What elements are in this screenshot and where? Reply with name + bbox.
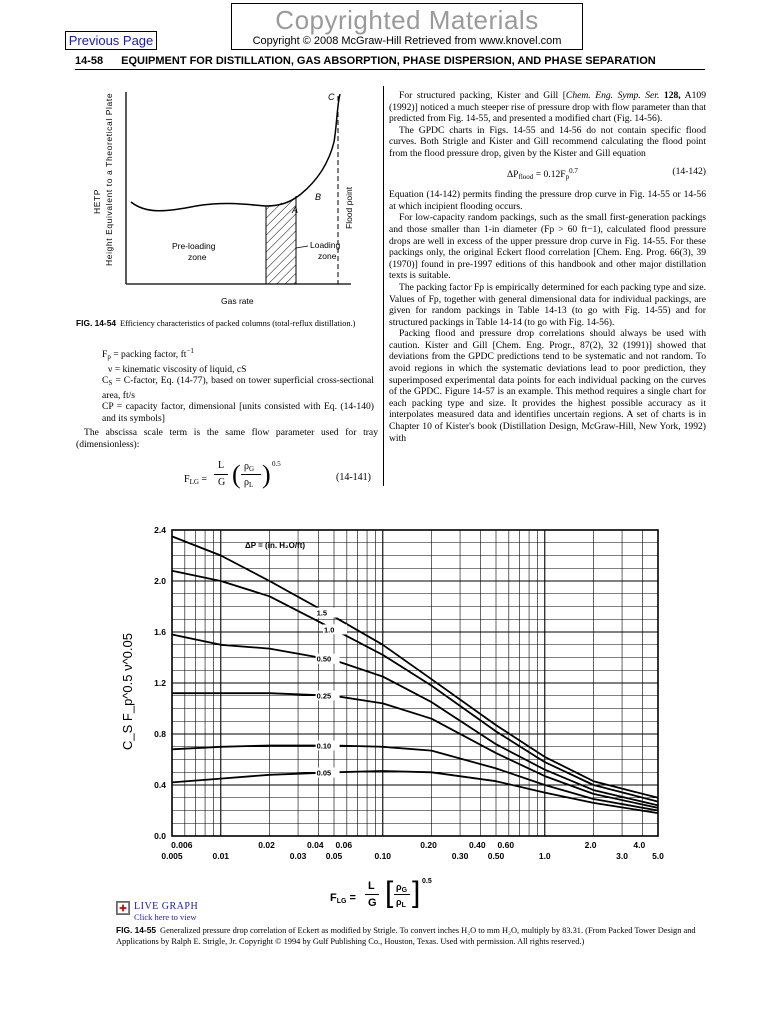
def-fp: $F_p$ = packing factor, $ft^{-1}$ [102,347,194,361]
right-column-text [389,90,706,444]
fig54-point-a: A [292,205,299,215]
fig55-caption-text: Generalized pressure drop correlation of Eckert as modified by Strigle. To convert inches H₂O to mm H₂O, multiply by 83.31. (From Packed Tower Design and Applications by Ralph E. Strigle, Jr. Copyright © 1994 by Gulf Publishing Co., Houston, Texas. Used with permission. All rights reserved.) [116,926,696,946]
gpdc-xlabel: $F_{LG}$ = L G [ $\rho_G$ $\rho_L$ ] 0.5 [330,876,432,909]
running-title: EQUIPMENT FOR DISTILLATION, GAS ABSORPTION, PHASE DISPERSION, AND PHASE SEPARATION [121,55,656,67]
x-tick-label-upper: 0.04 [307,840,324,850]
banner-title: Copyrighted Materials [275,5,539,35]
right-para-2: The GPDC charts in Figs. 14-55 and 14-56 do not contain specific flood curves. Both Strigle and Kister and Gill recommend calculating the flood point from the flood pressure drop, given by the Kister and Gill equation [389,124,706,159]
x-tick-label-lower: 0.50 [487,851,505,861]
fig54-preloading-label-2: zone [188,252,207,262]
series-label-0.50: 0.50 [316,654,332,664]
gpdc-dp-legend: ΔP = (in. H₂O/ft) [245,541,306,550]
x-tick-label-upper: 2.0 [584,840,597,850]
y-tick-label: 0.0 [154,831,166,841]
symbol-definitions [102,346,374,425]
x-tick-label-upper: 0.20 [420,840,437,850]
y-tick-label: 1.2 [154,678,166,688]
fig54-caption-text: Efficiency characteristics of packed columns (total-reflux distillation.) [120,319,356,328]
x-tick-label-lower: 3.0 [616,851,628,861]
fig54-loading-label-2: zone [318,251,337,261]
previous-page-button[interactable]: Previous Page [65,31,157,50]
series-label-1.0: 1.0 [324,625,335,635]
y-tick-label: 2.0 [154,576,166,586]
series-label-1.5: 1.5 [316,608,328,618]
x-tick-label-lower: 0.03 [289,851,307,861]
y-tick-label: 1.6 [154,627,166,637]
right-para-5: The packing factor Fp is empirically determined for each packing type and size. Values of Fp, together with general dimensional data for individual packings, are given for random packings in Table 14-13 (to go with Fig. 14-55) and for structured packings in Table 14-14 (to go with Fig. 14-56). [389,281,706,328]
fig54-point-b: B [315,192,322,202]
fig54-caption-number: FIG. 14-54 [76,318,117,328]
x-tick-label-lower: 5.0 [652,851,664,861]
running-header [75,55,656,67]
x-tick-label-upper: 0.60 [497,840,515,850]
fig54-caption [76,318,378,330]
x-tick-label-lower: 0.01 [212,851,230,861]
broken-image-icon [116,901,130,915]
fig54-point-c: C [328,92,335,102]
x-tick-label-lower: 0.10 [374,851,392,861]
x-tick-label-upper: 0.40 [469,840,486,850]
eq142-number: (14-142) [672,165,706,177]
right-para-6: Packing flood and pressure drop correlations should always be used with caution. Kister and Gill [Chem. Eng. Progr., 87(2), 32 (1991)] showed that deviations from the GPDC predictions tend to be systematic and not random. To avoid regions in which the systematic deviations lead to poor prediction, they superimposed experimental data points for each individual packing on the curves of the GPDC. Figure 14-57 is an example. This method requires a single chart for each packing type and size. It provides the highest possible accuracy as it interpolates measured data and identifies uncertain regions. A set of charts is in Chapter 10 of Kister's book (Distillation Design, McGraw-Hill, New York, 1992) with [389,328,706,444]
fig54-loading-label-1: Loading [310,240,341,250]
series-line-1.5 [172,536,658,797]
live-graph-link[interactable] [116,901,198,922]
eq141-number: (14-141) [336,472,371,483]
abscissa-paragraph: The abscissa scale term is the same flow parameter used for tray (dimensionless): [76,427,378,450]
fig54-ylabel: Height Equivalent to a Theoretical Plate [104,92,114,266]
figure-14-54 [86,84,376,314]
right-para-4: For low-capacity random packings, such as the small first-generation packings and those smaller than 1-in diameter (Fp > 60 ft−1), calculated flood pressure drops are well in excess of the upper pressure drop curve in Fig. 14-55. For these packings only, the original Eckert flood correlation [Chem. Eng. Prog. 66(3), 39 (1970)] found in pre-1997 editions of this handbook and other major distillation texts is suitable. [389,212,706,282]
series-label-0.25: 0.25 [316,691,332,701]
right-para-3: Equation (14-142) permits finding the pressure drop curve in Fig. 14-55 or 14-56 at which incipient flooding occurs. [389,189,706,212]
gpdc-curves [172,536,658,813]
equation-14-142: $\Delta P_{flood} = 0.12F_p^{0.7}$ (14-142) [389,166,706,184]
fig55-caption [116,925,706,947]
y-tick-label: 0.8 [154,729,166,739]
figure-14-55-chart [110,520,690,920]
fig54-ylabel-abbr: HETP [92,188,102,214]
column-divider [383,86,384,486]
series-line-0.25 [172,693,658,808]
banner-subtitle: Copyright © 2008 McGraw-Hill Retrieved from www.knovel.com [252,35,562,47]
live-graph-sub[interactable]: Click here to view [134,912,197,922]
def-cs: $C_S$ = C-factor, Eq. (14-77), based on tower superficial cross-sectional area, ft/s [102,375,374,401]
def-cp: CP = capacity factor, dimensional [units consisted with Eq. (14-140) and its symbols] [102,401,374,424]
fig54-hetp-curve [131,94,340,211]
x-tick-label-lower: 0.30 [451,851,469,861]
equation-14-141: $F_{LG}$ = L G ( $\rho_G$ $\rho_L$ ) 0.5 (14-141) [184,460,371,489]
gpdc-ylabel: C_S F_p^0.5 ν^0.05 [120,633,135,750]
y-tick-label: 0.4 [154,780,166,790]
x-tick-label-upper: 0.006 [171,840,193,850]
x-tick-label-upper: 0.02 [258,840,275,850]
live-graph-label[interactable]: LIVE GRAPH [134,901,199,912]
def-nu: ν = kinematic viscosity of liquid, cS [108,363,247,375]
x-tick-label-lower: 0.05 [325,851,343,861]
x-tick-label-upper: 4.0 [633,840,646,850]
series-label-0.05: 0.05 [316,768,332,778]
x-tick-label-upper: 0.06 [335,840,353,850]
x-tick-label-lower: 0.005 [161,851,183,861]
fig54-preloading-label-1: Pre-loading [172,241,216,251]
fig54-xlabel: Gas rate [221,296,254,306]
series-line-1.0 [172,571,658,802]
fig54-flood-point-label: Flood point [344,186,354,229]
fig55-caption-number: FIG. 14-55 [116,925,157,935]
y-tick-label: 2.4 [154,525,166,535]
series-line-0.50 [172,635,658,806]
right-para-1: For structured packing, Kister and Gill [Chem. Eng. Symp. Ser. 128, A109 (1992)] noticed a much steeper rise of pressure drop with flow parameter than that predicted from Fig. 14-55, and presented a modified chart (Fig. 14-56). [389,90,706,125]
page-number: 14-58 [75,55,104,67]
header-rule [75,69,705,70]
series-label-0.10: 0.10 [316,741,332,751]
x-tick-label-lower: 1.0 [538,851,551,861]
copyright-banner [231,3,583,50]
